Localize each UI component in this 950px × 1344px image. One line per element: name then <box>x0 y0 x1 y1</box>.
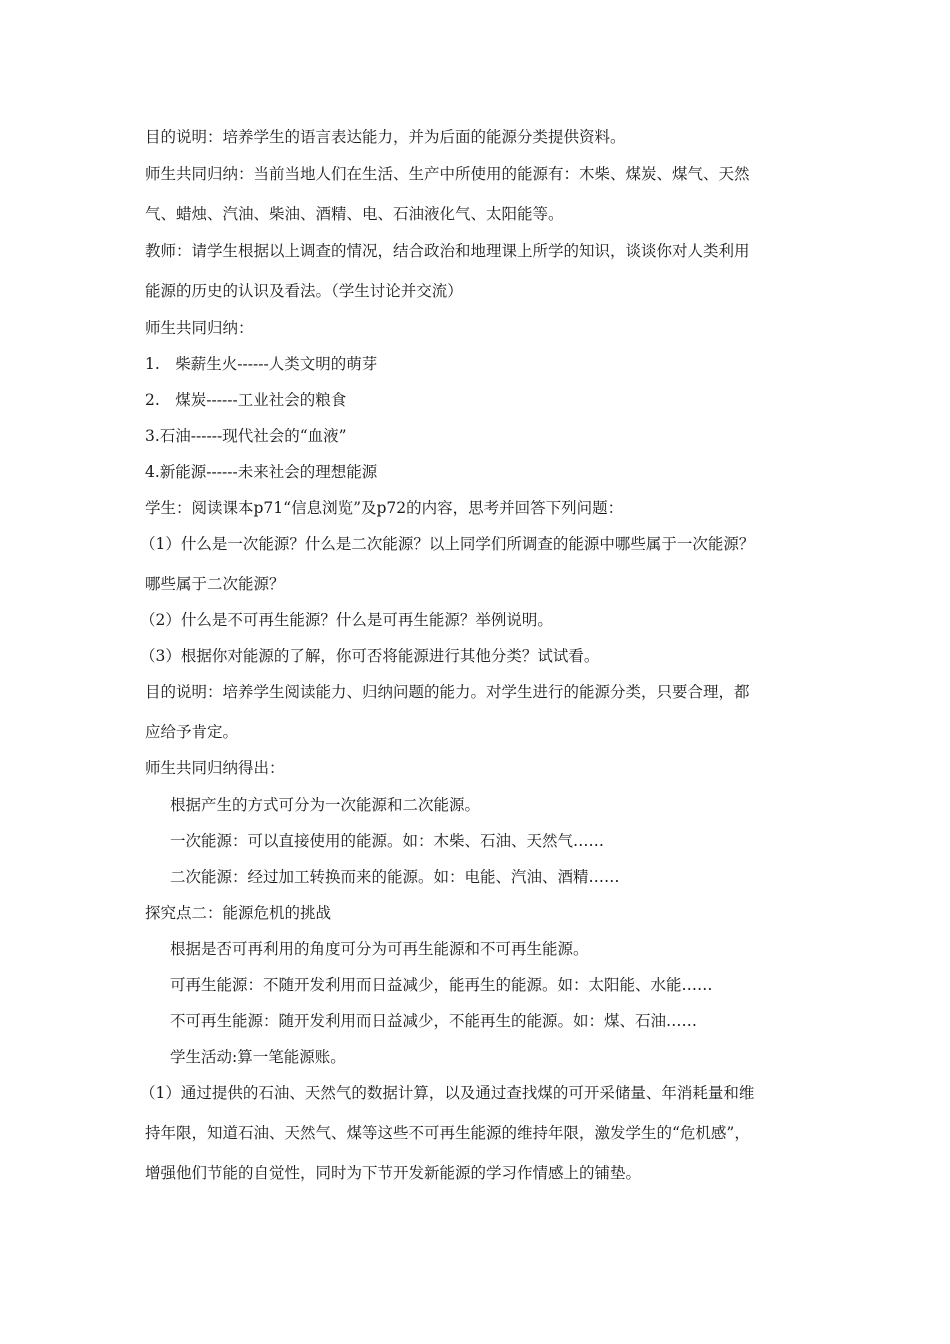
text-line: 学生：阅读课本p71“信息浏览”及p72的内容，思考并回答下列问题： <box>145 499 624 517</box>
text-line: 目的说明：培养学生的语言表达能力，并为后面的能源分类提供资料。 <box>145 128 626 146</box>
question-item: （1）什么是一次能源？什么是二次能源？以上同学们所调查的能源中哪些属于一次能源？ <box>140 535 755 553</box>
text-line: 师生共同归纳： <box>145 319 254 337</box>
text-line: 目的说明：培养学生阅读能力、归纳问题的能力。对学生进行的能源分类，只要合理，都 <box>145 683 750 701</box>
question-item: （3）根据你对能源的了解，你可否将能源进行其他分类？试试看。 <box>140 647 600 665</box>
text-line: 不可再生能源：随开发利用而日益减少，不能再生的能源。如：煤、石油…… <box>170 1012 698 1030</box>
text-line: 可再生能源：不随开发利用而日益减少，能再生的能源。如：太阳能、水能…… <box>170 976 713 994</box>
text-line: 师生共同归纳：当前当地人们在生活、生产中所使用的能源有：木柴、煤炭、煤气、天然 <box>145 165 750 183</box>
text-line: 应给予肯定。 <box>145 723 239 741</box>
question-item: （2）什么是不可再生能源？什么是可再生能源？举例说明。 <box>140 611 553 629</box>
text-line: 一次能源：可以直接使用的能源。如：木柴、石油、天然气…… <box>170 832 605 850</box>
list-item: 4.新能源------未来社会的理想能源 <box>145 463 378 481</box>
section-heading: 探究点二：能源危机的挑战 <box>145 904 332 922</box>
text-line: 二次能源：经过加工转换而来的能源。如：电能、汽油、酒精…… <box>170 868 620 886</box>
text-line: 师生共同归纳得出： <box>145 759 285 777</box>
text-line: 哪些属于二次能源？ <box>145 575 285 593</box>
text-line: 气、蜡烛、汽油、柴油、酒精、电、石油液化气、太阳能等。 <box>145 205 564 223</box>
list-item: 3.石油------现代社会的“血液” <box>145 427 347 445</box>
list-item: 1. 柴薪生火------人类文明的萌芽 <box>145 355 378 373</box>
text-line: 能源的历史的认识及看法。（学生讨论并交流） <box>145 282 463 300</box>
text-line: 根据产生的方式可分为一次能源和二次能源。 <box>170 796 481 814</box>
text-line: 增强他们节能的自觉性，同时为下节开发新能源的学习作情感上的铺垫。 <box>145 1164 642 1182</box>
text-line: 教师：请学生根据以上调查的情况，结合政治和地理课上所学的知识，谈谈你对人类利用 <box>145 242 750 260</box>
text-line: 持年限，知道石油、天然气、煤等这些不可再生能源的维持年限，激发学生的“危机感”， <box>145 1124 750 1142</box>
text-line: 学生活动:算一笔能源账。 <box>170 1048 346 1066</box>
list-item: 2. 煤炭------工业社会的粮食 <box>145 391 347 409</box>
text-line: 根据是否可再利用的角度可分为可再生能源和不可再生能源。 <box>170 940 589 958</box>
question-item: （1）通过提供的石油、天然气的数据计算，以及通过查找煤的可开采储量、年消耗量和维 <box>140 1084 755 1102</box>
